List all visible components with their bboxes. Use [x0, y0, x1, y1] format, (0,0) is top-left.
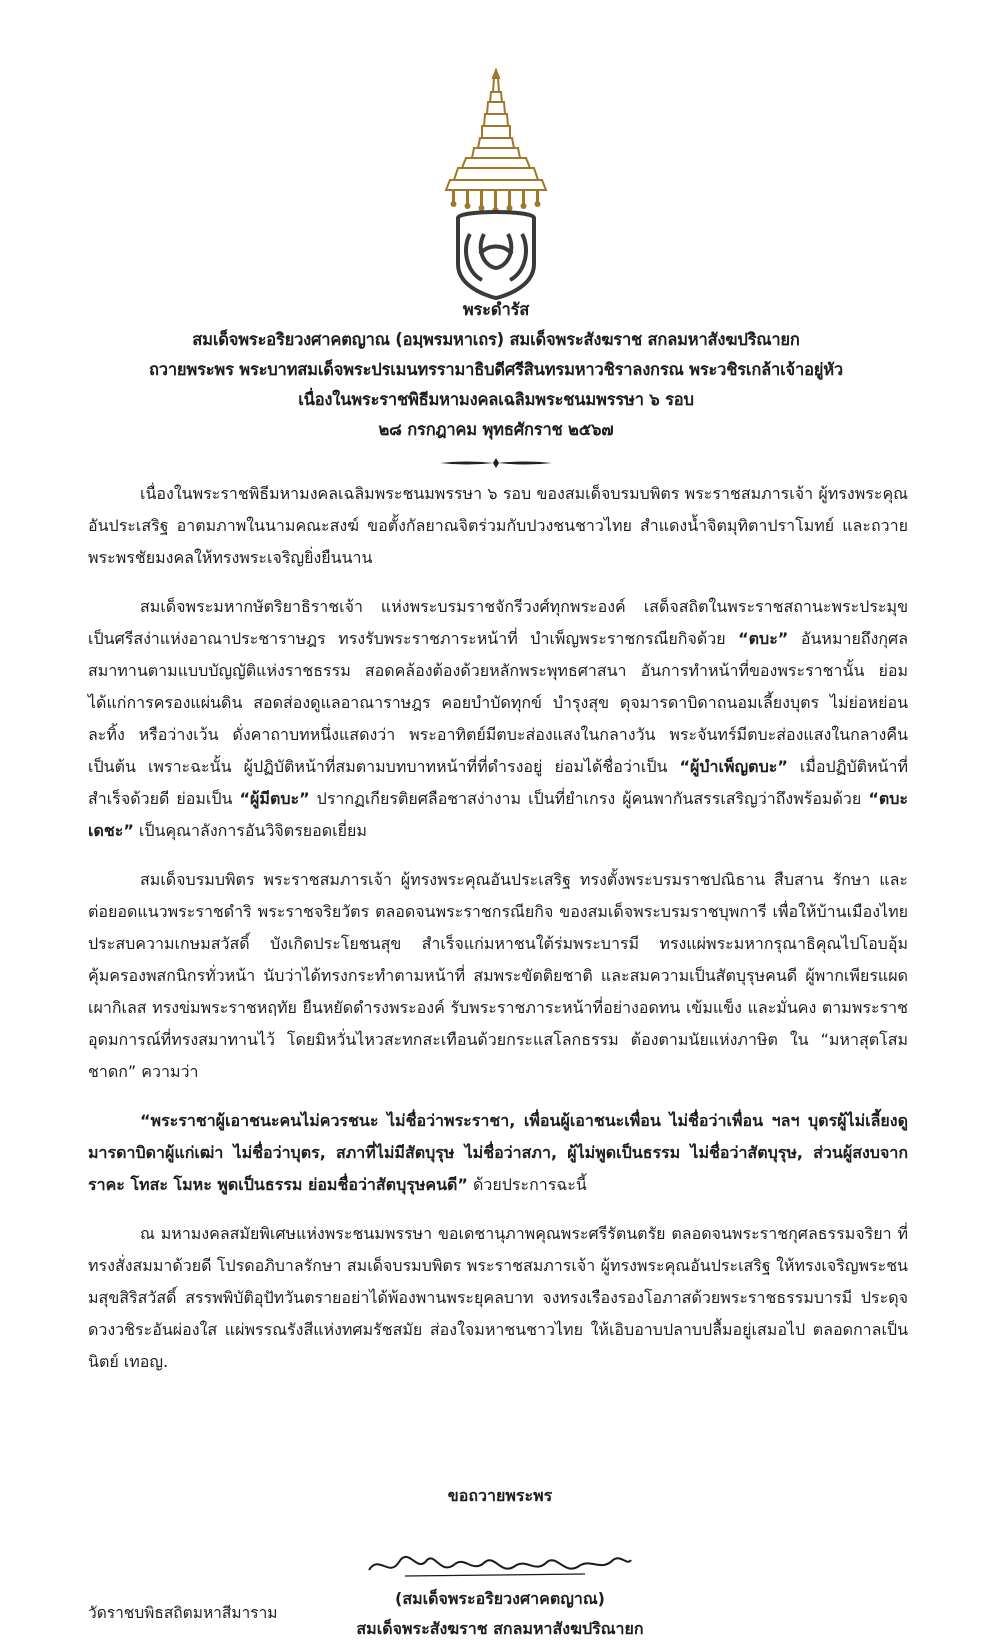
ornamental-divider-icon: [436, 456, 556, 470]
paragraph-3: สมเด็จบรมบพิตร พระราชสมภารเจ้า ผู้ทรงพระคุณอันประเสริฐ ทรงตั้งพระบรมราชปณิธาน สืบสาน รักษา และต่อยอดแนวพระราชดำริ พระราชจริยวัตร ตลอดจนพระราชกรณียกิจ ของสมเด็จพระบรมราชบุพการี เพื่อให้บ้านเมืองไทยประสบความเกษมสวัสดิ์ บังเกิดประโยชนสุข สำเร็จแก่มหาชนใต้ร่มพระบารมี ทรงแผ่พระมหากรุณาธิคุณไปโอบอุ้มคุ้มครองพสกนิกรทั่วหน้า นับว่าได้ทรงกระทำตามหน้าที่ สมพระขัตติยชาติ และสมความเป็นสัตบุรุษคนดี ผู้พากเพียรแผดเผากิเลส ทรงข่มพระราชหฤทัย ยืนหยัดดำรงพระองค์ รับพระราชภาระหน้าที่อย่างอดทน เข้มแข็ง และมั่นคง ตามพระราชอุดมการณ์ที่ทรงสมาทานไว้ โดยมิหวั่นไหวสะทกสะเทือนด้วยกระแสโลกธรรม ต้องตามนัยแห่งภาษิต ใน “มหาสุตโสมชาดก” ความว่า: [88, 870, 908, 1081]
header-author: สมเด็จพระอริยวงศาคตญาณ (อมฺพรมหาเถร) สมเด็จพระสังฆราช สกลมหาสังฆปริณายก: [192, 330, 800, 349]
signature-block: [300, 1482, 700, 1644]
signer-name: (สมเด็จพระอริยวงศาคตญาณ): [395, 1589, 605, 1608]
closing-phrase: ขอถวายพระพร: [447, 1486, 553, 1505]
footer-place: วัดราชบพิธสถิตมหาสีมาราม: [88, 1604, 278, 1622]
handwritten-signature-icon: [365, 1548, 635, 1582]
signer-title: สมเด็จพระสังฆราช สกลมหาสังฆปริณายก: [356, 1619, 644, 1638]
header-recipient: ถวายพระพร พระบาทสมเด็จพระปรเมนทรรามาธิบดีศรีสินทรมหาวชิราลงกรณ พระวชิรเกล้าเจ้าอยู่หัว: [149, 360, 843, 379]
paragraph-quote: “พระราชาผู้เอาชนะคนไม่ควรชนะ ไม่ชื่อว่าพระราชา, เพื่อนผู้เอาชนะเพื่อน ไม่ชื่อว่าเพื่อน ฯลฯ บุตรผู้ไม่เลี้ยงดูมารดาบิดาผู้แก่เฒ่า ไม่ชื่อว่าบุตร, สภาที่ไม่มีสัตบุรุษ ไม่ชื่อว่าสภา, ผู้ไม่พูดเป็นธรรม ไม่ชื่อว่าสัตบุรุษ, ส่วนผู้สงบจากราคะ โทสะ โมหะ พูดเป็นธรรม ย่อมชื่อว่าสัตบุรุษคนดี” ด้วยประการฉะนี้: [88, 1111, 908, 1194]
paragraph-2: สมเด็จพระมหากษัตริยาธิราชเจ้า แห่งพระบรมราชจักรีวงศ์ทุกพระองค์ เสด็จสถิตในพระราชสถานะพระประมุขเป็นศรีสง่าแห่งอาณาประชาราษฎร ทรงรับพระราชภาระหน้าที่ บำเพ็ญพระราชกรณียกิจด้วย “ตบะ” อันหมายถึงกุศลสมาทานตามแบบบัญญัติแห่งราชธรรม สอดคล้องต้องด้วยหลักพระพุทธศาสนา อันการทำหน้าที่ของพระราชานั้น ย่อมได้แก่การครองแผ่นดิน สอดส่องดูแลอาณาราษฎร คอยบำบัดทุกข์ บำรุงสุข ดุจมารดาบิดาถนอมเลี้ยงบุตร ไม่ย่อหย่อน ละทิ้ง หรือว่างเว้น ดั่งคาถาบทหนึ่งแสดงว่า พระอาทิตย์มีตบะส่องแสงในกลางวัน พระจันทร์มีตบะส่องแสงในกลางคืน เป็นต้น เพราะฉะนั้น ผู้ปฏิบัติหน้าที่สมตามบทบาทหน้าที่ที่ดำรงอยู่ ย่อมได้ชื่อว่าเป็น “ผู้บำเพ็ญตบะ” เมื่อปฏิบัติหน้าที่สำเร็จด้วยดี ย่อมเป็น “ผู้มีตบะ” ปรากฏเกียรติยศลือชาสง่างาม เป็นที่ยำเกรง ผู้คนพากันสรรเสริญว่าถึงพร้อมด้วย “ตบะเดชะ” เป็นคุณาลังการอันวิจิตรยอดเยี่ยม: [88, 597, 909, 840]
header-title: พระดำรัส: [462, 300, 530, 319]
letter-body: [88, 478, 908, 1395]
letter-header: [120, 295, 872, 445]
paragraph-1: เนื่องในพระราชพิธีมหามงคลเฉลิมพระชนมพรรษา ๖ รอบ ของสมเด็จบรมบพิตร พระราชสมภารเจ้า ผู้ทรงพระคุณอันประเสริฐ อาตมภาพในนามคณะสงฆ์ ขอตั้งกัลยาณจิตร่วมกับปวงชนชาวไทย สำแดงน้ำจิตมุทิตาปราโมทย์ และถวายพระพรชัยมงคลให้ทรงพระเจริญยิ่งยืนนาน: [88, 484, 908, 567]
royal-emblem-icon: [444, 68, 548, 300]
header-occasion: เนื่องในพระราชพิธีมหามงคลเฉลิมพระชนมพรรษา ๖ รอบ: [298, 390, 694, 409]
paragraph-5: ณ มหามงคลสมัยพิเศษแห่งพระชนมพรรษา ขอเดชานุภาพคุณพระศรีรัตนตรัย ตลอดจนพระราชกุศลธรรมจริยา ที่ทรงสั่งสมมาด้วยดี โปรดอภิบาลรักษา สมเด็จบรมบพิตร พระราชสมภารเจ้า ผู้ทรงพระคุณอันประเสริฐ ให้ทรงเจริญพระชนมสุขสิริสวัสดิ์ สรรพพิบัติอุปัทวันตรายอย่าได้พ้องพานพระยุคลบาท จงทรงเรืองรองโอภาสด้วยพระราชธรรมบารมี ประดุจดวงวชิระอันผ่องใส แผ่พรรณรังสีแห่งทศมรัชสมัย ส่องใจมหาชนชาวไทย ให้เอิบอาบปลาบปลื้มอยู่เสมอไป ตลอดกาลเป็นนิตย์ เทอญ.: [88, 1224, 908, 1371]
header-date: ๒๘ กรกฎาคม พุทธศักราช ๒๕๖๗: [378, 420, 614, 439]
